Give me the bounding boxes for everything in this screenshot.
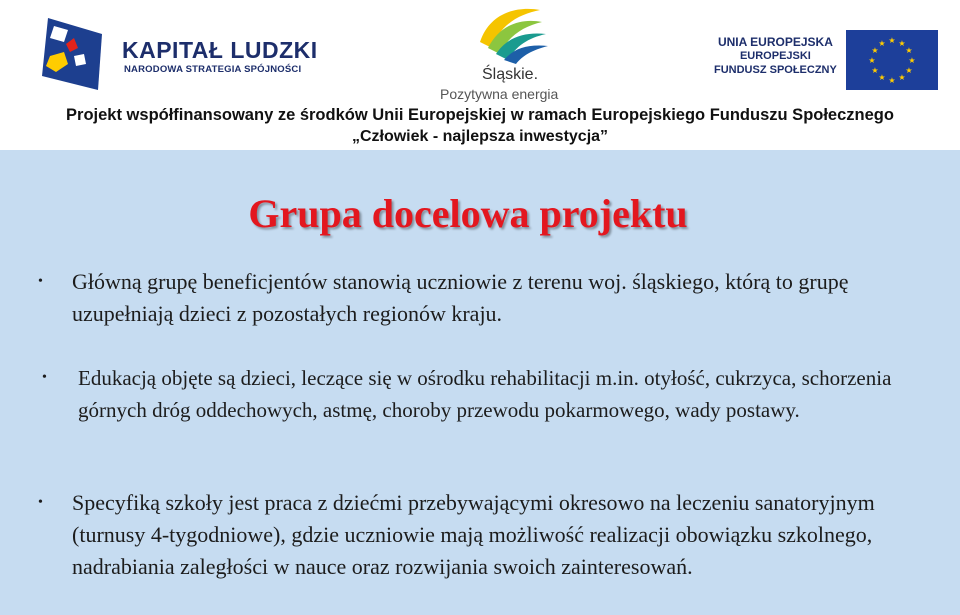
slide-title: Grupa docelowa projektu <box>248 191 688 236</box>
eu-union-label: UNIA EUROPEJSKA <box>717 35 833 49</box>
bullet-dot-icon: • <box>38 495 43 510</box>
kapital-ludzki-title: KAPITAŁ LUDZKI <box>122 37 318 63</box>
eu-flag-icon <box>846 30 938 90</box>
slaskie-logo <box>470 4 550 66</box>
svg-text:★: ★ <box>898 73 906 82</box>
eu-european-label: EUROPEJSKI <box>739 50 811 62</box>
funding-banner <box>0 0 960 150</box>
svg-text:★: ★ <box>868 56 876 65</box>
kapital-ludzki-logo <box>40 16 106 94</box>
svg-text:★: ★ <box>905 46 913 55</box>
svg-text:★: ★ <box>908 56 916 65</box>
bullet-item <box>38 487 938 583</box>
svg-text:★: ★ <box>888 36 896 45</box>
svg-text:★: ★ <box>871 66 879 75</box>
svg-text:★: ★ <box>905 66 913 75</box>
kapital-ludzki-subtitle: NARODOWA STRATEGIA SPÓJNOŚCI <box>124 64 302 75</box>
eu-fund-text <box>714 35 837 77</box>
eu-social-fund-label: FUNDUSZ SPOŁECZNY <box>714 64 837 76</box>
svg-text:★: ★ <box>888 76 896 85</box>
bullet-text: Specyfiką szkoły jest praca z dziećmi przebywającymi okresowo na leczeniu sanatoryjnym (turnusy 4-tygodniowe), gdzie uczniowie mają możliwość realizacji obowiązku szkolnego, nadrabiania zaległości w nauce oraz rozwijania swoich zainteresowań. <box>72 490 875 579</box>
svg-text:★: ★ <box>871 46 879 55</box>
project-funding-line: Projekt współfinansowany ze środków Unii Europejskiej w ramach Europejskiego Funduszu Społecznego <box>66 106 894 124</box>
bullet-dot-icon: • <box>38 274 43 289</box>
bullet-text: Główną grupę beneficjentów stanowią uczniowie z terenu woj. śląskiego, którą to grupę uzupełniają dzieci z pozostałych regionów kraju. <box>72 269 849 326</box>
project-motto: „Człowiek - najlepsza inwestycja” <box>351 128 609 145</box>
svg-text:★: ★ <box>878 73 886 82</box>
bullet-text: Edukacją objęte są dzieci, leczące się w ośrodku rehabilitacji m.in. otyłość, cukrzyca, schorzenia górnych dróg oddechowych, astmę, choroby przewodu pokarmowego, wady postawy. <box>78 366 892 422</box>
svg-text:★: ★ <box>898 39 906 48</box>
slaskie-tagline: Pozytywna energia <box>440 86 559 102</box>
bullet-item <box>42 362 942 426</box>
bullet-item <box>38 266 938 330</box>
bullet-dot-icon: • <box>42 370 47 385</box>
slaskie-name: Śląskie. <box>482 66 539 83</box>
svg-text:★: ★ <box>878 39 886 48</box>
